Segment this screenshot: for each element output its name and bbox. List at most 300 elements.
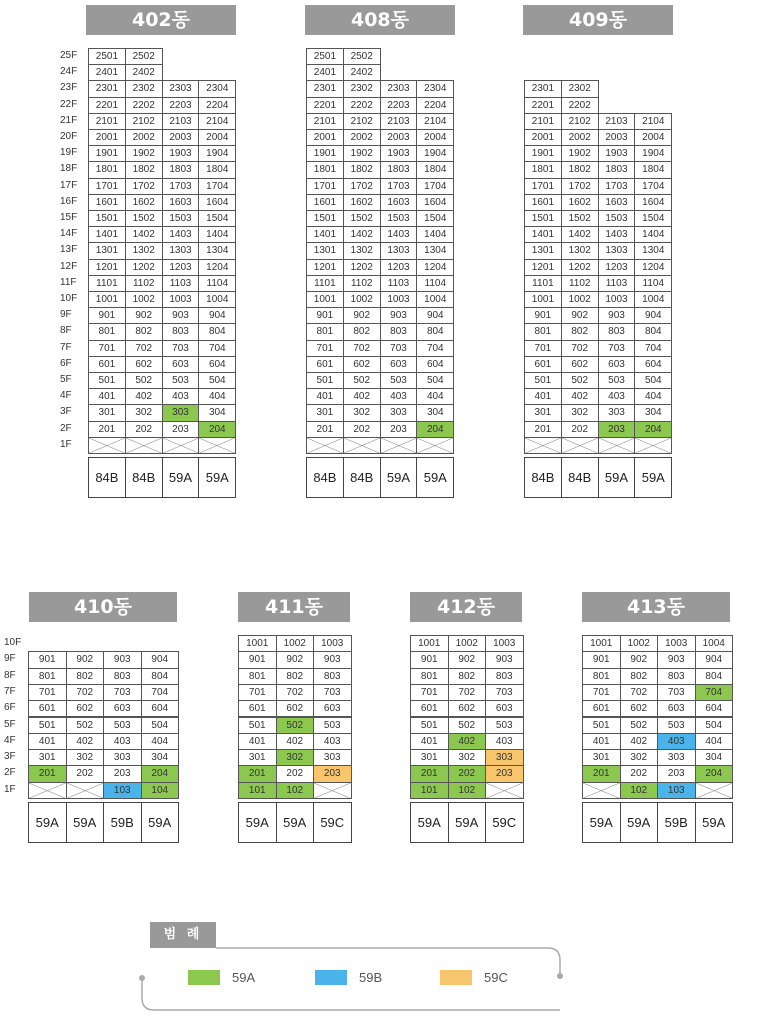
unit-cell: 2104 — [416, 113, 454, 130]
building-title: 410동 — [29, 592, 177, 622]
unit-cell: 1002 — [620, 635, 659, 652]
legend-swatch-59A — [188, 970, 220, 985]
unit-cell: 601 — [582, 700, 621, 717]
unit-cell: 1904 — [634, 145, 672, 162]
unit-cell: 404 — [141, 733, 180, 750]
unit-cell: 2302 — [343, 80, 381, 97]
empty-unit-cell — [28, 782, 67, 799]
unit-cell: 203 — [103, 765, 142, 782]
unit-cell: 1801 — [524, 161, 562, 178]
unit-cell: 1502 — [561, 210, 599, 227]
unit-cell: 603 — [380, 356, 418, 373]
unit-cell: 1003 — [380, 291, 418, 308]
unit-cell: 601 — [410, 700, 449, 717]
unit-cell: 702 — [620, 684, 659, 701]
floor-label: 15F — [60, 212, 78, 223]
unit-cell: 2001 — [88, 129, 126, 146]
unit-cell: 2001 — [306, 129, 344, 146]
floor-label: 5F — [4, 718, 16, 730]
unit-cell: 303 — [162, 404, 200, 421]
floor-label: 17F — [60, 179, 78, 191]
empty-unit-cell — [634, 437, 672, 454]
unit-cell: 1902 — [125, 145, 163, 162]
floor-label: 25F — [60, 50, 78, 61]
unit-cell: 802 — [276, 668, 315, 685]
unit-cell: 2501 — [306, 48, 344, 65]
unit-cell: 202 — [343, 421, 381, 438]
unit-cell: 503 — [103, 717, 142, 734]
unit-cell: 102 — [448, 782, 487, 799]
unit-cell: 1001 — [238, 635, 277, 652]
unit-cell: 1603 — [598, 194, 636, 211]
unit-cell: 901 — [524, 307, 562, 324]
unit-cell: 502 — [343, 372, 381, 389]
unit-cell: 2303 — [380, 80, 418, 97]
unit-cell: 901 — [410, 651, 449, 668]
unit-cell: 403 — [103, 733, 142, 750]
unit-cell: 801 — [306, 323, 344, 340]
unit-cell: 801 — [28, 668, 67, 685]
unit-cell: 701 — [524, 340, 562, 357]
unit-cell: 1701 — [524, 178, 562, 195]
unit-cell: 2202 — [125, 97, 163, 114]
unit-type-label: 84B — [524, 457, 562, 498]
unit-cell: 2004 — [198, 129, 236, 146]
unit-cell: 2103 — [380, 113, 418, 130]
floor-label: 10F — [4, 637, 22, 648]
unit-cell: 101 — [410, 782, 449, 799]
unit-cell: 602 — [620, 700, 659, 717]
unit-cell: 2502 — [343, 48, 381, 65]
unit-cell: 701 — [582, 684, 621, 701]
empty-unit-cell — [313, 782, 352, 799]
unit-cell: 1803 — [598, 161, 636, 178]
empty-unit-cell — [66, 782, 105, 799]
unit-cell: 403 — [162, 388, 200, 405]
unit-cell: 2101 — [88, 113, 126, 130]
unit-cell: 401 — [88, 388, 126, 405]
unit-cell: 2003 — [162, 129, 200, 146]
unit-cell: 1402 — [561, 226, 599, 243]
unit-cell: 901 — [88, 307, 126, 324]
unit-cell: 2002 — [561, 129, 599, 146]
unit-cell: 901 — [582, 651, 621, 668]
unit-cell: 1701 — [306, 178, 344, 195]
unit-cell: 903 — [380, 307, 418, 324]
unit-cell: 103 — [103, 782, 142, 799]
unit-cell: 1503 — [598, 210, 636, 227]
unit-cell: 504 — [198, 372, 236, 389]
empty-unit-cell — [582, 782, 621, 799]
unit-cell: 501 — [238, 717, 277, 734]
unit-cell: 2001 — [524, 129, 562, 146]
unit-cell: 203 — [598, 421, 636, 438]
unit-cell: 303 — [657, 749, 696, 766]
unit-cell: 1902 — [343, 145, 381, 162]
unit-cell: 703 — [598, 340, 636, 357]
unit-cell: 1402 — [343, 226, 381, 243]
unit-cell: 1103 — [598, 275, 636, 292]
unit-cell: 204 — [416, 421, 454, 438]
unit-cell: 902 — [276, 651, 315, 668]
unit-cell: 301 — [28, 749, 67, 766]
unit-cell: 601 — [524, 356, 562, 373]
unit-cell: 2104 — [634, 113, 672, 130]
unit-cell: 1302 — [561, 242, 599, 259]
unit-cell: 701 — [28, 684, 67, 701]
unit-cell: 1404 — [198, 226, 236, 243]
unit-cell: 304 — [198, 404, 236, 421]
unit-cell: 1203 — [162, 259, 200, 276]
unit-cell: 2301 — [524, 80, 562, 97]
unit-cell: 701 — [306, 340, 344, 357]
unit-cell: 1102 — [561, 275, 599, 292]
unit-cell: 1201 — [306, 259, 344, 276]
unit-cell: 902 — [561, 307, 599, 324]
unit-type-label: 59A — [416, 457, 454, 498]
unit-cell: 703 — [162, 340, 200, 357]
unit-cell: 1003 — [162, 291, 200, 308]
unit-cell: 1602 — [561, 194, 599, 211]
unit-cell: 1301 — [88, 242, 126, 259]
unit-cell: 904 — [416, 307, 454, 324]
unit-cell: 1103 — [380, 275, 418, 292]
unit-cell: 1501 — [306, 210, 344, 227]
unit-cell: 602 — [66, 700, 105, 717]
unit-cell: 1002 — [276, 635, 315, 652]
floor-label: 21F — [60, 114, 78, 126]
unit-cell: 1002 — [561, 291, 599, 308]
unit-cell: 303 — [485, 749, 524, 766]
unit-cell: 1004 — [198, 291, 236, 308]
unit-cell: 2203 — [380, 97, 418, 114]
unit-cell: 501 — [306, 372, 344, 389]
unit-cell: 1501 — [524, 210, 562, 227]
unit-cell: 803 — [380, 323, 418, 340]
unit-cell: 404 — [198, 388, 236, 405]
unit-cell: 1904 — [198, 145, 236, 162]
unit-cell: 401 — [306, 388, 344, 405]
unit-cell: 201 — [238, 765, 277, 782]
unit-cell: 2301 — [306, 80, 344, 97]
unit-cell: 102 — [620, 782, 659, 799]
floor-label: 2F — [4, 767, 16, 779]
building-title: 411동 — [238, 592, 350, 622]
unit-cell: 203 — [313, 765, 352, 782]
unit-cell: 2102 — [561, 113, 599, 130]
unit-cell: 1703 — [380, 178, 418, 195]
unit-cell: 102 — [276, 782, 315, 799]
unit-type-label: 84B — [88, 457, 126, 498]
unit-cell: 802 — [448, 668, 487, 685]
unit-cell: 1603 — [380, 194, 418, 211]
unit-cell: 401 — [582, 733, 621, 750]
unit-type-label: 59A — [162, 457, 200, 498]
unit-cell: 601 — [88, 356, 126, 373]
unit-cell: 1402 — [125, 226, 163, 243]
unit-type-label: 84B — [561, 457, 599, 498]
unit-cell: 2502 — [125, 48, 163, 65]
unit-cell: 802 — [125, 323, 163, 340]
unit-cell: 1202 — [561, 259, 599, 276]
unit-cell: 301 — [582, 749, 621, 766]
unit-cell: 1001 — [88, 291, 126, 308]
unit-cell: 1804 — [198, 161, 236, 178]
floor-label: 9F — [60, 309, 72, 321]
unit-cell: 501 — [28, 717, 67, 734]
unit-cell: 1203 — [598, 259, 636, 276]
unit-cell: 401 — [238, 733, 277, 750]
unit-cell: 403 — [313, 733, 352, 750]
empty-unit-cell — [598, 437, 636, 454]
floor-label: 14F — [60, 228, 78, 240]
unit-cell: 602 — [448, 700, 487, 717]
unit-cell: 1204 — [634, 259, 672, 276]
empty-unit-cell — [343, 437, 381, 454]
unit-cell: 1802 — [561, 161, 599, 178]
unit-cell: 1403 — [598, 226, 636, 243]
unit-cell: 703 — [657, 684, 696, 701]
unit-cell: 1502 — [125, 210, 163, 227]
building-title: 408동 — [305, 5, 455, 35]
unit-cell: 1302 — [125, 242, 163, 259]
unit-cell: 1703 — [162, 178, 200, 195]
unit-cell: 201 — [524, 421, 562, 438]
unit-cell: 804 — [695, 668, 734, 685]
unit-cell: 1802 — [343, 161, 381, 178]
unit-cell: 1903 — [380, 145, 418, 162]
unit-cell: 302 — [276, 749, 315, 766]
unit-type-label: 59A — [238, 802, 277, 843]
floor-label: 3F — [60, 406, 72, 418]
unit-cell: 801 — [88, 323, 126, 340]
unit-cell: 402 — [620, 733, 659, 750]
unit-cell: 903 — [103, 651, 142, 668]
unit-cell: 703 — [485, 684, 524, 701]
unit-cell: 1901 — [524, 145, 562, 162]
unit-cell: 1702 — [343, 178, 381, 195]
unit-cell: 1504 — [416, 210, 454, 227]
unit-cell: 402 — [66, 733, 105, 750]
unit-cell: 1601 — [88, 194, 126, 211]
floor-label: 6F — [4, 702, 16, 714]
legend-swatch-59B — [315, 970, 347, 985]
unit-cell: 302 — [448, 749, 487, 766]
unit-cell: 802 — [561, 323, 599, 340]
legend-title: 범 례 — [150, 922, 216, 948]
unit-cell: 202 — [276, 765, 315, 782]
unit-cell: 603 — [313, 700, 352, 717]
unit-cell: 1704 — [198, 178, 236, 195]
unit-cell: 2302 — [125, 80, 163, 97]
floor-label: 12F — [60, 260, 78, 272]
unit-cell: 201 — [28, 765, 67, 782]
unit-cell: 503 — [485, 717, 524, 734]
unit-cell: 1401 — [524, 226, 562, 243]
unit-cell: 2201 — [306, 97, 344, 114]
unit-cell: 902 — [343, 307, 381, 324]
unit-cell: 603 — [657, 700, 696, 717]
unit-cell: 702 — [343, 340, 381, 357]
unit-cell: 901 — [238, 651, 277, 668]
unit-cell: 904 — [695, 651, 734, 668]
unit-cell: 1904 — [416, 145, 454, 162]
unit-type-label: 59A — [582, 802, 621, 843]
unit-cell: 702 — [66, 684, 105, 701]
unit-type-label: 59A — [276, 802, 315, 843]
unit-cell: 202 — [561, 421, 599, 438]
unit-cell: 1701 — [88, 178, 126, 195]
unit-cell: 701 — [88, 340, 126, 357]
unit-cell: 1902 — [561, 145, 599, 162]
unit-type-label: 59A — [198, 457, 236, 498]
unit-cell: 104 — [141, 782, 180, 799]
unit-cell: 1004 — [416, 291, 454, 308]
floor-label: 19F — [60, 147, 78, 159]
unit-cell: 1203 — [380, 259, 418, 276]
unit-cell: 203 — [380, 421, 418, 438]
floor-label: 1F — [4, 783, 16, 795]
unit-type-label: 59A — [66, 802, 105, 843]
unit-cell: 1101 — [524, 275, 562, 292]
empty-unit-cell — [380, 437, 418, 454]
unit-cell: 1001 — [524, 291, 562, 308]
unit-cell: 603 — [103, 700, 142, 717]
unit-cell: 901 — [28, 651, 67, 668]
legend-swatch-59C — [440, 970, 472, 985]
unit-type-label: 59A — [695, 802, 734, 843]
unit-cell: 503 — [162, 372, 200, 389]
unit-cell: 703 — [380, 340, 418, 357]
unit-cell: 504 — [141, 717, 180, 734]
unit-cell: 501 — [88, 372, 126, 389]
unit-cell: 902 — [448, 651, 487, 668]
unit-cell: 502 — [66, 717, 105, 734]
unit-cell: 204 — [198, 421, 236, 438]
unit-cell: 804 — [416, 323, 454, 340]
unit-cell: 902 — [66, 651, 105, 668]
floor-label: 7F — [60, 341, 72, 353]
floor-label: 5F — [60, 374, 72, 385]
unit-cell: 503 — [380, 372, 418, 389]
unit-cell: 602 — [276, 700, 315, 717]
floor-label: 16F — [60, 195, 78, 207]
unit-type-label: 59A — [28, 802, 67, 843]
unit-cell: 1804 — [416, 161, 454, 178]
unit-cell: 604 — [634, 356, 672, 373]
empty-unit-cell — [162, 437, 200, 454]
unit-cell: 702 — [276, 684, 315, 701]
unit-type-label: 59A — [598, 457, 636, 498]
unit-cell: 1901 — [88, 145, 126, 162]
unit-type-label: 59B — [103, 802, 142, 843]
unit-cell: 2201 — [524, 97, 562, 114]
unit-cell: 1403 — [162, 226, 200, 243]
floor-label: 7F — [4, 685, 16, 697]
unit-cell: 303 — [103, 749, 142, 766]
unit-cell: 303 — [598, 404, 636, 421]
unit-cell: 2202 — [561, 97, 599, 114]
unit-cell: 2003 — [380, 129, 418, 146]
unit-cell: 1002 — [125, 291, 163, 308]
unit-cell: 304 — [695, 749, 734, 766]
unit-cell: 1802 — [125, 161, 163, 178]
unit-cell: 803 — [657, 668, 696, 685]
unit-cell: 2202 — [343, 97, 381, 114]
unit-cell: 1003 — [598, 291, 636, 308]
unit-cell: 1002 — [448, 635, 487, 652]
unit-cell: 2002 — [343, 129, 381, 146]
unit-cell: 2303 — [162, 80, 200, 97]
unit-cell: 1504 — [198, 210, 236, 227]
unit-cell: 601 — [238, 700, 277, 717]
floor-label: 3F — [4, 751, 16, 763]
unit-cell: 704 — [141, 684, 180, 701]
empty-unit-cell — [485, 782, 524, 799]
unit-cell: 702 — [448, 684, 487, 701]
unit-cell: 1303 — [162, 242, 200, 259]
unit-cell: 404 — [416, 388, 454, 405]
unit-cell: 201 — [306, 421, 344, 438]
unit-cell: 1302 — [343, 242, 381, 259]
unit-cell: 604 — [198, 356, 236, 373]
unit-cell: 202 — [620, 765, 659, 782]
unit-cell: 1704 — [416, 178, 454, 195]
unit-cell: 804 — [141, 668, 180, 685]
unit-cell: 804 — [634, 323, 672, 340]
unit-cell: 204 — [634, 421, 672, 438]
unit-cell: 501 — [410, 717, 449, 734]
unit-cell: 502 — [125, 372, 163, 389]
unit-cell: 202 — [448, 765, 487, 782]
unit-cell: 202 — [125, 421, 163, 438]
unit-cell: 703 — [103, 684, 142, 701]
unit-cell: 1401 — [88, 226, 126, 243]
unit-cell: 302 — [561, 404, 599, 421]
unit-cell: 401 — [28, 733, 67, 750]
unit-cell: 1004 — [634, 291, 672, 308]
floor-label: 24F — [60, 66, 78, 78]
unit-cell: 1702 — [125, 178, 163, 195]
floor-label: 23F — [60, 82, 78, 94]
building-title: 412동 — [410, 592, 522, 622]
unit-cell: 301 — [238, 749, 277, 766]
unit-cell: 2204 — [198, 97, 236, 114]
unit-cell: 1104 — [634, 275, 672, 292]
empty-unit-cell — [416, 437, 454, 454]
unit-cell: 501 — [582, 717, 621, 734]
unit-cell: 1403 — [380, 226, 418, 243]
unit-cell: 2501 — [88, 48, 126, 65]
unit-cell: 1303 — [380, 242, 418, 259]
empty-unit-cell — [125, 437, 163, 454]
unit-cell: 1604 — [634, 194, 672, 211]
building-title: 409동 — [523, 5, 673, 35]
legend-label: 59A — [232, 970, 256, 985]
floor-label: 1F — [60, 438, 72, 450]
unit-type-label: 59A — [448, 802, 487, 843]
unit-cell: 1503 — [380, 210, 418, 227]
floor-label: 6F — [60, 357, 72, 369]
unit-cell: 1801 — [306, 161, 344, 178]
unit-cell: 1104 — [416, 275, 454, 292]
unit-cell: 704 — [198, 340, 236, 357]
unit-cell: 902 — [620, 651, 659, 668]
unit-cell: 1801 — [88, 161, 126, 178]
unit-cell: 1103 — [162, 275, 200, 292]
unit-cell: 702 — [125, 340, 163, 357]
unit-cell: 701 — [410, 684, 449, 701]
